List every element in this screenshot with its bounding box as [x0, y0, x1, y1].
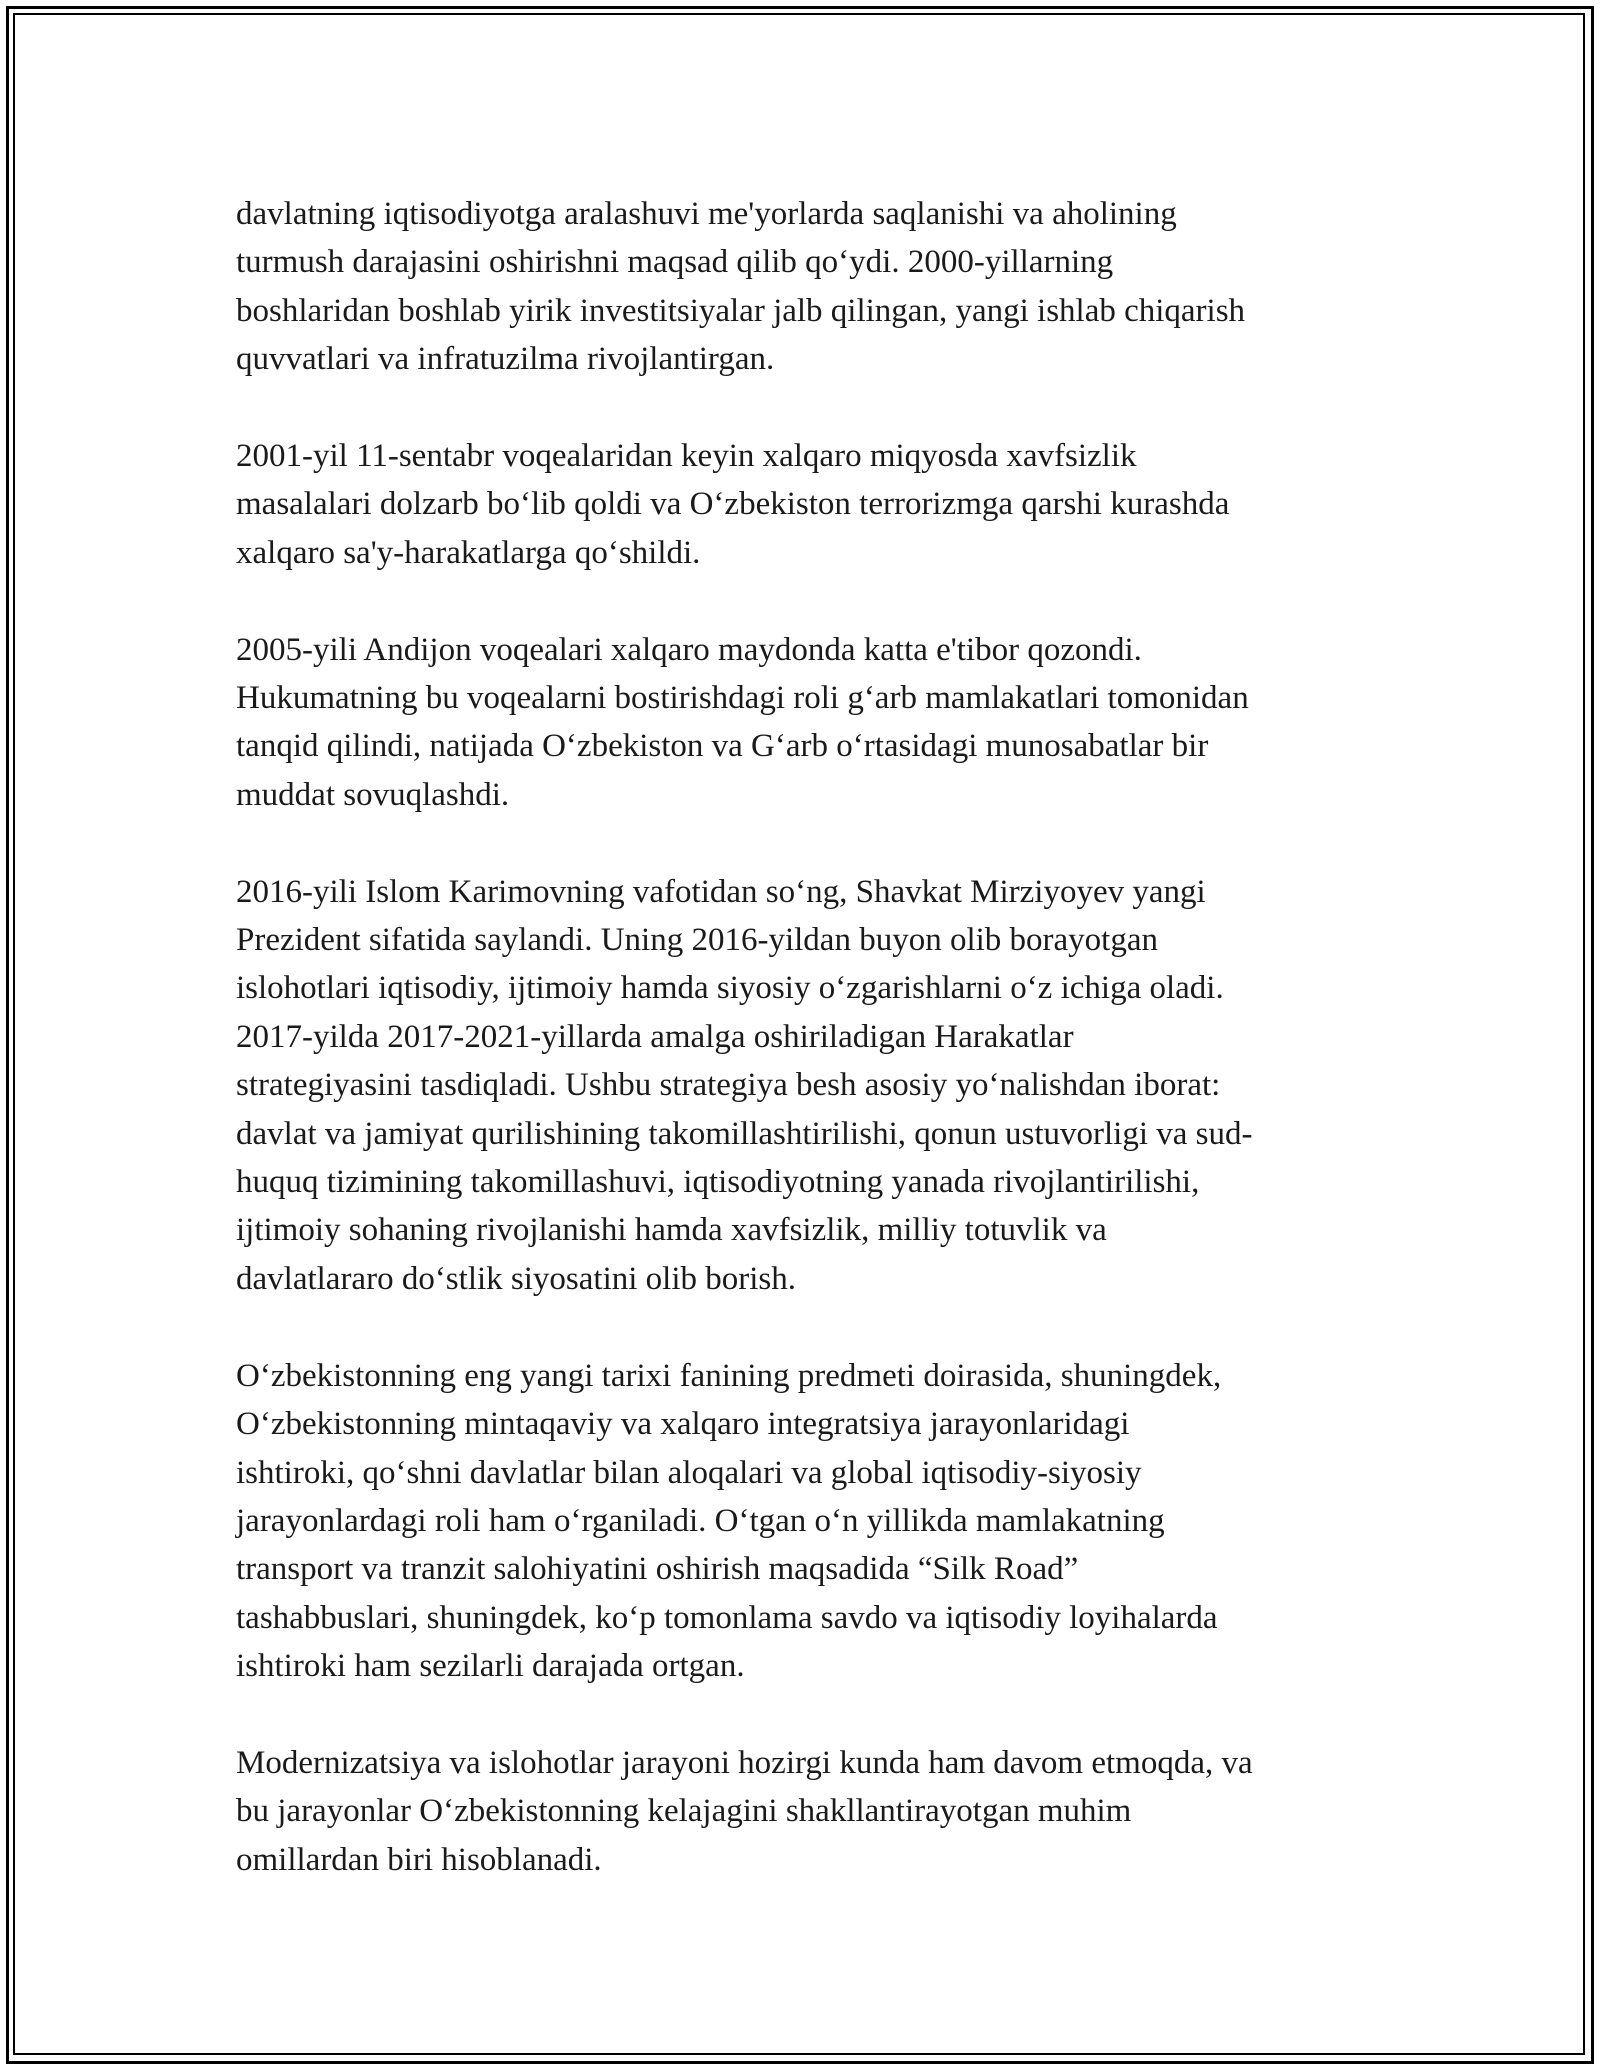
paragraph-integration: O‘zbekistonning eng yangi tarixi fanining predmeti doirasida, shuningdek, O‘zbekistonning mintaqaviy va xalqaro integratsiya jarayonlaridagi ishtiroki, qo‘shni davlatlar bilan aloqalari va global iqtisodiy-siyosiy jarayonlardagi roli ham o‘rganiladi. O‘tgan o‘n yillikda mamlakatning transport va tranzit salohiyatini oshirish maqsadida “Silk Road” tashabbuslari, shuningdek, ko‘p tomonlama savdo va iqtisodiy loyihalarda ishtiroki ham sezilarli darajada ortgan.	[236, 1357, 1222, 1685]
paragraph-mirziyoyev-reforms: 2016-yili Islom Karimovning vafotidan so‘ng, Shavkat Mirziyoyev yangi Prezident sifatida saylandi. Uning 2016-yildan buyon olib borayotgan islohotlari iqtisodiy, ijtimoiy hamda siyosiy o‘zgarishlarni o‘z ichiga oladi. 2017-yilda 2017-2021-yillarda amalga oshiriladigan Harakatlar strategiyasini tasdiqladi. Ushbu strategiya besh asosiy yo‘nalishdan iborat: davlat va jamiyat qurilishining takomillashtirilishi, qonun ustuvorligi va sud- huquq tizimining takomillashuvi, iqtisodiyotning yanada rivojlantirilishi, ijtimoiy sohaning rivojlanishi hamda xavfsizlik, milliy totuvlik va davlatlararo do‘stlik siyosatini olib borish.	[236, 873, 1253, 1297]
paragraph-september-11: 2001-yil 11-sentabr voqealaridan keyin xalqaro miqyosda xavfsizlik masalalari dolzarb bo‘lib qoldi va O‘zbekiston terrorizmga qarshi kurashda xalqaro sa'y-harakatlarga qo‘shildi.	[236, 438, 1230, 571]
paragraph-andijan-events: 2005-yili Andijon voqealari xalqaro maydonda katta e'tibor qozondi. Hukumatning bu voqealarni bostirishdagi roli g‘arb mamlakatlari tomonidan tanqid qilindi, natijada O‘zbekiston va G‘arb o‘rtasidagi munosabatlar bir muddat sovuqlashdi.	[236, 631, 1249, 813]
paragraph-state-intervention: davlatning iqtisodiyotga aralashuvi me'yorlarda saqlanishi va aholining turmush darajasini oshirishni maqsad qilib qo‘ydi. 2000-yillarning boshlaridan boshlab yirik investitsiyalar jalb qilingan, yangi ishlab chiqarish quvvatlari va infratuzilma rivojlantirgan.	[236, 196, 1246, 378]
paragraph-modernization: Modernizatsiya va islohotlar jarayoni hozirgi kunda ham davom etmoqda, va bu jarayonlar O‘zbekistonning kelajagini shakllantirayotgan muhim omillardan biri hisoblanadi.	[236, 1744, 1253, 1878]
document-body	[236, 190, 1376, 1884]
